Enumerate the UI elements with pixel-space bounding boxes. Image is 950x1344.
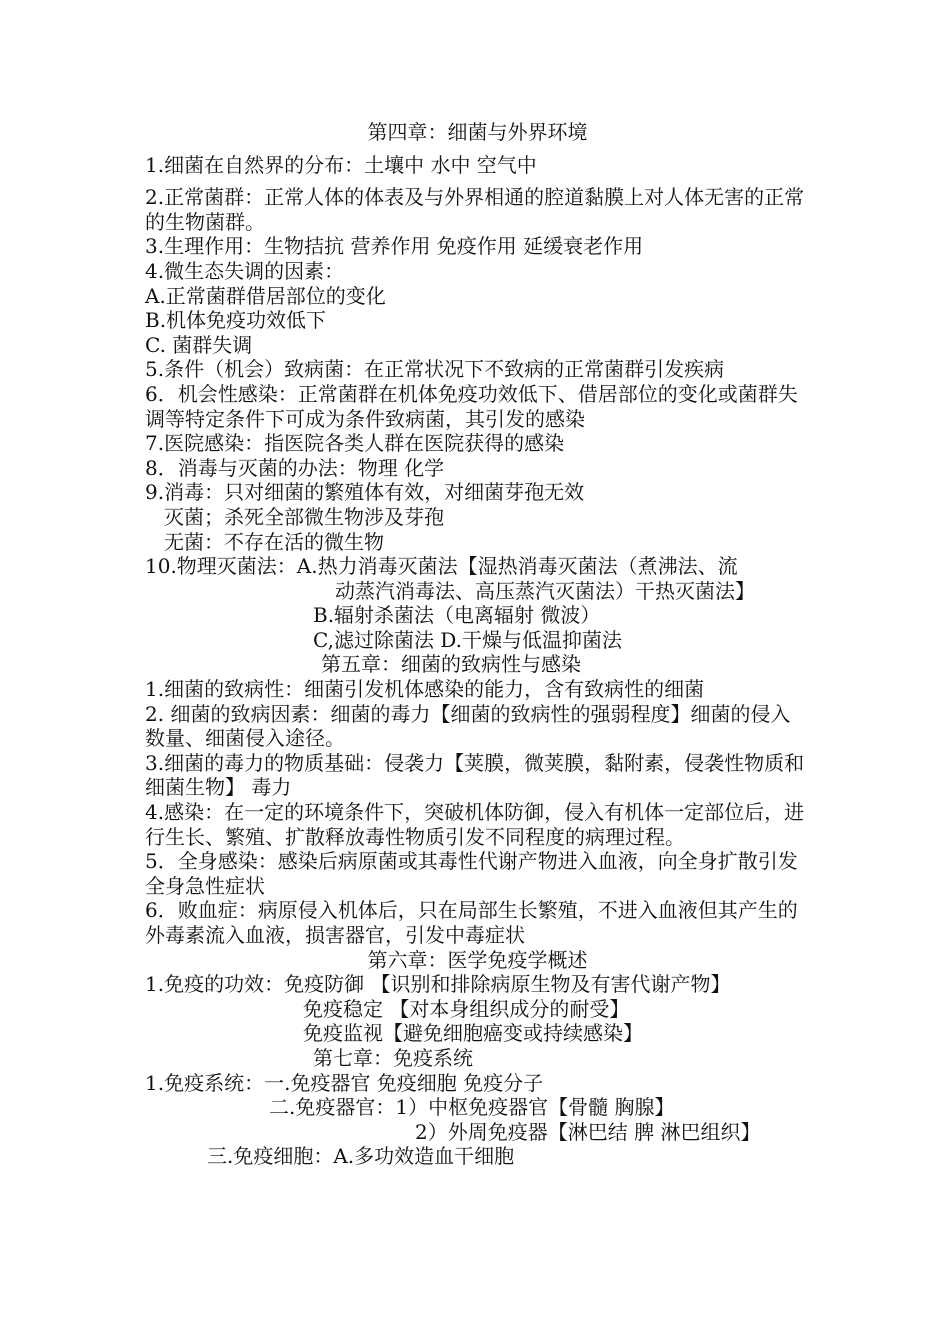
ch4-item-3: 3.生理作用：生物拮抗 营养作用 免疫作用 延缓衰老作用 — [145, 234, 644, 259]
chapter-6-title: 第六章：医学免疫学概述 — [367, 947, 588, 972]
ch4-item-6: 6．机会性感染：正常菌群在机体免疫功效低下、借居部位的变化或菌群失调等特定条件下可成为条件致病菌，其引发的感染 — [145, 381, 798, 431]
ch4-item-9-aseptic: 无菌：不存在活的微生物 — [164, 529, 384, 554]
ch7-item-organs: 二.免疫器官：1）中枢免疫器官【骨髓 胸腺】 — [269, 1095, 675, 1120]
ch4-item-10-b: B.辐射杀菌法（电离辐射 微波） — [313, 603, 601, 628]
ch4-item-9: 9.消毒：只对细菌的繁殖体有效，对细菌芽孢无效 — [145, 480, 585, 505]
ch4-item-4c: C. 菌群失调 — [145, 332, 253, 357]
ch5-item-6: 6．败血症：病原侵入机体后，只在局部生长繁殖，不进入血液但其产生的外毒素流入血液，损害器官，引发中毒症状 — [145, 898, 798, 947]
chapter-7-title: 第七章：免疫系统 — [313, 1045, 473, 1070]
ch4-item-10: 10.物理灭菌法：A.热力消毒灭菌法【湿热消毒灭菌法（煮沸法、流 — [145, 554, 738, 579]
ch4-item-1: 1.细菌在自然界的分布：土壤中 水中 空气中 — [145, 152, 537, 177]
ch5-item-5: 5．全身感染：感染后病原菌或其毒性代谢产物进入血液，向全身扩散引发全身急性症状 — [145, 849, 798, 898]
ch7-item-cells: 三.免疫细胞：A.多功效造血干细胞 — [207, 1144, 515, 1169]
ch7-item-1: 1.免疫系统：一.免疫器官 免疫细胞 免疫分子 — [145, 1070, 544, 1095]
ch4-item-4a: A.正常菌群借居部位的变化 — [145, 283, 386, 308]
ch4-item-10-cont: 动蒸汽消毒法、高压蒸汽灭菌法）干热灭菌法】 — [335, 578, 755, 603]
ch4-item-5: 5.条件（机会）致病菌：在正常状况下不致病的正常菌群引发疾病 — [145, 357, 725, 382]
ch4-item-4: 4.微生态失调的因素： — [145, 258, 345, 283]
ch4-item-9-sterilization: 灭菌；杀死全部微生物涉及芽孢 — [164, 504, 444, 529]
ch7-item-peripheral: 2）外周免疫器【淋巴结 脾 淋巴组织】 — [415, 1119, 761, 1144]
ch4-item-8: 8．消毒与灭菌的办法：物理 化学 — [145, 455, 445, 480]
chapter-4-title: 第四章：细菌与外界环境 — [367, 120, 588, 144]
ch5-item-1: 1.细菌的致病性：细菌引发机体感染的能力，含有致病性的细菌 — [145, 677, 705, 702]
ch4-item-10-cd: C,滤过除菌法 D.干燥与低温抑菌法 — [313, 627, 622, 652]
ch5-item-3: 3.细菌的毒力的物质基础：侵袭力【荚膜，微荚膜，黏附素，侵袭性物质和细菌生物】 毒力 — [145, 750, 805, 800]
ch6-item-1-stability: 免疫稳定 【对本身组织成分的耐受】 — [303, 996, 630, 1021]
ch4-item-7: 7.医院感染：指医院各类人群在医院获得的感染 — [145, 431, 565, 456]
ch6-item-1-surveillance: 免疫监视【避免细胞癌变或持续感染】 — [303, 1021, 643, 1046]
document-page — [145, 120, 810, 1169]
ch6-item-1: 1.免疫的功效：免疫防御 【识别和排除病原生物及有害代谢产物】 — [145, 972, 731, 997]
ch5-item-4: 4.感染：在一定的环境条件下，突破机体防御，侵入有机体一定部位后，进行生长、繁殖、扩散释放毒性物质引发不同程度的病理过程。 — [145, 800, 805, 849]
ch4-item-4b: B.机体免疫功效低下 — [145, 308, 327, 333]
ch5-item-2: 2. 细菌的致病因素：细菌的毒力【细菌的致病性的强弱程度】细菌的侵入数量、细菌侵入途径。 — [145, 701, 791, 751]
ch4-item-2: 2.正常菌群：正常人体的体表及与外界相通的腔道黏膜上对人体无害的正常的生物菌群。 — [145, 185, 805, 234]
chapter-5-title: 第五章：细菌的致病性与感染 — [321, 652, 581, 677]
